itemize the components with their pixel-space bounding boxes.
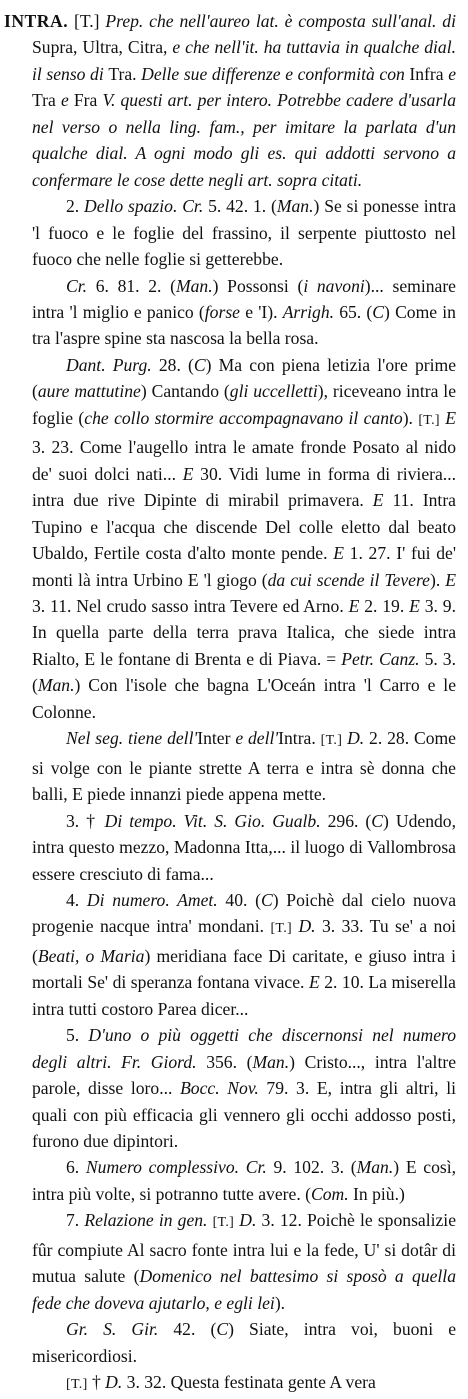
text-segment: ) Possonsi (	[212, 275, 304, 296]
italic-text: V. questi art. per intero. Potrebbe cadere d'usarla nel verso o nella ling. fam., per imitare la parlata d'un qualche dial. A ogni modo gli es. qui addotti servono a confermare le cose dette negli art. sopra citati.	[32, 90, 456, 190]
italic-text: Man.	[37, 675, 75, 696]
italic-text: E	[348, 595, 365, 616]
italic-text: Nel seg. tiene dell'	[66, 728, 198, 749]
text-segment: 1. 27. I' fui de' monti là intra Urbino E 'l giogo (	[32, 543, 456, 590]
text-segment: 9. 102. 3. (	[273, 1157, 357, 1178]
italic-text: e	[60, 90, 74, 111]
italic-text: Com.	[310, 1183, 354, 1204]
text-segment: 42. (	[173, 1319, 217, 1340]
italic-text: Beati, o Maria	[37, 945, 145, 966]
text-segment: 3. 12. Poichè le sponsalizie fûr compiute Al sacro fonte intra lui e la fede, U' si dotâr di mutua salute (	[32, 1210, 457, 1287]
text-segment: 11. Intra Tupino e l'acqua che discende Del colle eletto dal beato Ubaldo, Fertile costa d'alto monte pende.	[32, 490, 456, 564]
text-segment: ) Con l'isole che bagna L'Oceán intra 'l Carro e le Colonne.	[32, 675, 456, 722]
text-segment: 30. Vidi lume in forma di riviera... intra due rive Dipinte di mirabil primavera.	[32, 463, 456, 511]
text-segment: 28. (	[158, 354, 194, 375]
italic-text: D.	[105, 1372, 127, 1393]
text-segment: ) E così, intra più volte, si potranno tutte avere. (	[32, 1157, 457, 1204]
italic-text: D.	[239, 1210, 262, 1231]
entry-definition	[4, 8, 456, 193]
text-segment: Tra	[32, 90, 61, 111]
text-segment: 65. (	[334, 301, 373, 322]
italic-text: Petr. Canz.	[341, 648, 420, 669]
italic-text: D'uno o più oggetti che discernonsi nel numero degli altri. Fr. Giord.	[32, 1025, 457, 1072]
text-segment: 6.	[66, 1157, 86, 1178]
entry-sense-paragraph	[32, 808, 456, 887]
italic-text: Man.	[175, 275, 213, 296]
entry-sense-paragraph	[32, 1022, 456, 1154]
text-segment: 79. 3. E, intra gli altri, li quali con più efficacia gli vennero gli occhi addosso posti, furono due dipintori.	[32, 1078, 457, 1152]
text-segment: Inter	[197, 728, 236, 749]
italic-text: Prep. che nell'aureo lat. è composta sull'anal. di	[105, 11, 456, 31]
text-segment: [T.]	[270, 921, 292, 937]
text-segment: [T.]	[66, 1377, 88, 1393]
italic-text: E	[445, 569, 456, 590]
text-segment: ) meridiana face Di caritate, e giuso intra i mortali Se' di speranza fontana vivace.	[32, 945, 456, 993]
entry-sense-paragraph	[32, 887, 456, 1022]
text-segment: Fra	[73, 90, 103, 111]
headword: INTRA.	[4, 11, 69, 31]
text-segment: 3. 32. Questa festinata gente A vera	[126, 1372, 376, 1393]
text-segment: [T.]	[212, 1215, 235, 1231]
text-segment: 7.	[66, 1210, 85, 1231]
italic-text: da cui scende il Tevere	[267, 569, 430, 590]
text-segment: ) Siate, intra voi, buoni e misericordiosi.	[32, 1319, 457, 1366]
italic-text: E	[333, 543, 350, 564]
text-segment: ).	[274, 1292, 286, 1313]
text-segment: e 'I).	[245, 301, 283, 322]
italic-text: che collo stormire accompagnavano il canto	[84, 407, 403, 428]
entry-sense-paragraph	[32, 273, 456, 352]
italic-text: Gr. S. Gir.	[66, 1319, 174, 1340]
text-segment: ), riceveano intra le foglie (	[32, 381, 457, 428]
text-segment: )... seminare intra 'l miglio e panico (	[32, 275, 456, 322]
entry-sense-paragraph	[32, 1369, 456, 1398]
italic-text: Man.	[276, 196, 314, 217]
text-segment: 2. 10. La miserella intra tutti costoro Parea dicer...	[32, 972, 456, 1019]
text-segment: 2. 19.	[364, 595, 410, 616]
text-segment: 2. 28. Come si volge con le piante strette A terra e intra sè donna che balli, E piede innanzi piede appena mette.	[32, 728, 456, 805]
text-segment: 5. 3. (	[32, 648, 456, 696]
text-segment: ) Poichè dal cielo nuova progenie nacque intra' mondani.	[32, 889, 457, 937]
text-segment: †	[87, 1372, 106, 1393]
italic-text: e che nell'it. ha tuttavia in qualche dial. il senso di	[32, 37, 456, 84]
text-segment: ).	[402, 407, 419, 428]
italic-text: Domenico nel battesimo si sposò a quella fede che doveva ajutarlo, e egli lei	[32, 1266, 456, 1313]
italic-text: gli uccelletti	[229, 381, 318, 402]
text-segment: ) Cristo..., intra l'altre parole, disse loro...	[32, 1051, 457, 1099]
entry-sense-paragraph	[32, 1207, 456, 1316]
italic-text: Arrigh.	[282, 301, 335, 322]
italic-text: E	[445, 407, 457, 428]
text-segment: 356. (	[206, 1051, 253, 1072]
text-segment: 6. 81. 2. (	[95, 275, 176, 296]
text-segment: Infra	[409, 63, 449, 84]
text-segment: Tra.	[108, 63, 142, 84]
italic-text: E	[308, 972, 325, 993]
text-segment: [T.]	[320, 733, 343, 749]
italic-text: forse	[204, 301, 246, 322]
italic-text: Man.	[356, 1157, 394, 1178]
italic-text: e	[448, 63, 456, 84]
italic-text: Dello spazio. Cr.	[84, 196, 209, 217]
italic-text: Numero complessivo. Cr.	[85, 1157, 274, 1178]
text-segment: ) Se si ponesse intra 'l fuoco e le foglie del frassino, il serpente piuttosto nel fuoco che nelle foglie si getterebbe.	[32, 196, 457, 270]
italic-text: Cr.	[66, 275, 96, 296]
entry-sense-paragraph	[32, 1316, 456, 1369]
text-segment: 3. †	[66, 810, 105, 831]
italic-text: Bocc. Nov.	[180, 1078, 267, 1099]
italic-text: E	[409, 595, 425, 616]
italic-text: E	[182, 463, 201, 484]
text-segment: Supra, Ultra, Citra,	[32, 37, 173, 58]
text-segment: ).	[429, 569, 446, 590]
text-segment: [T.]	[68, 11, 106, 31]
italic-text: E	[372, 490, 393, 511]
italic-text: C	[372, 301, 385, 322]
italic-text: C	[216, 1319, 229, 1340]
text-segment: 3. 9. In quella parte della terra prava Italica, che siede intra Rialto, E le fontane di Brenta e di Piava. =	[32, 595, 456, 669]
text-segment: [T.]	[418, 412, 440, 428]
italic-text: Di numero. Amet.	[86, 889, 226, 910]
italic-text: D.	[347, 728, 370, 749]
dictionary-entry-intra	[4, 8, 457, 1399]
text-segment: 3. 33. Tu se' a noi (	[32, 916, 456, 966]
text-segment: ) Come in tra l'aspre spine sta nascosa la bella rosa.	[32, 301, 456, 349]
italic-text: C	[193, 354, 206, 375]
entry-sense-paragraph	[32, 193, 456, 272]
text-segment: 5.	[66, 1025, 89, 1046]
text-segment: 40. (	[225, 889, 261, 910]
italic-text: Dant. Purg.	[66, 354, 159, 375]
text-segment: ) Udendo, intra questo mezzo, Madonna Itta,... il luogo di Vallombrosa essere cresciuto di fama...	[32, 810, 456, 884]
text-segment: 296. (	[327, 810, 372, 831]
text-segment: ) Ma con piena letizia l'ore prime (	[32, 354, 456, 402]
entry-sense-paragraph	[32, 725, 456, 807]
italic-text: i navoni	[303, 275, 365, 296]
italic-text: Delle sue differenze e conformità con	[141, 63, 410, 84]
text-segment: ) Cantando (	[140, 381, 230, 402]
text-segment: In più.)	[353, 1183, 405, 1204]
text-segment: 4.	[66, 889, 87, 910]
italic-text: C	[260, 889, 273, 910]
italic-text: Relazione in gen.	[84, 1210, 213, 1231]
italic-text: e dell'	[235, 728, 279, 749]
italic-text: aure mattutine	[37, 381, 141, 402]
text-segment: 3. 11. Nel crudo sasso intra Tevere ed Arno.	[32, 595, 349, 616]
italic-text: C	[371, 810, 384, 831]
text-segment: Intra.	[278, 728, 321, 749]
italic-text: D.	[298, 916, 322, 937]
text-segment: 2.	[66, 196, 85, 217]
italic-text: Di tempo. Vit. S. Gio. Gualb.	[104, 810, 328, 831]
text-segment: 3. 23. Come l'augello intra le amate fronde Posato al nido de' suoi dolci nati...	[32, 437, 456, 484]
entry-sense-paragraph	[32, 352, 456, 725]
italic-text: Man.	[252, 1051, 290, 1072]
entry-sense-paragraph	[32, 1154, 456, 1207]
text-segment: 5. 42. 1. (	[208, 196, 277, 217]
